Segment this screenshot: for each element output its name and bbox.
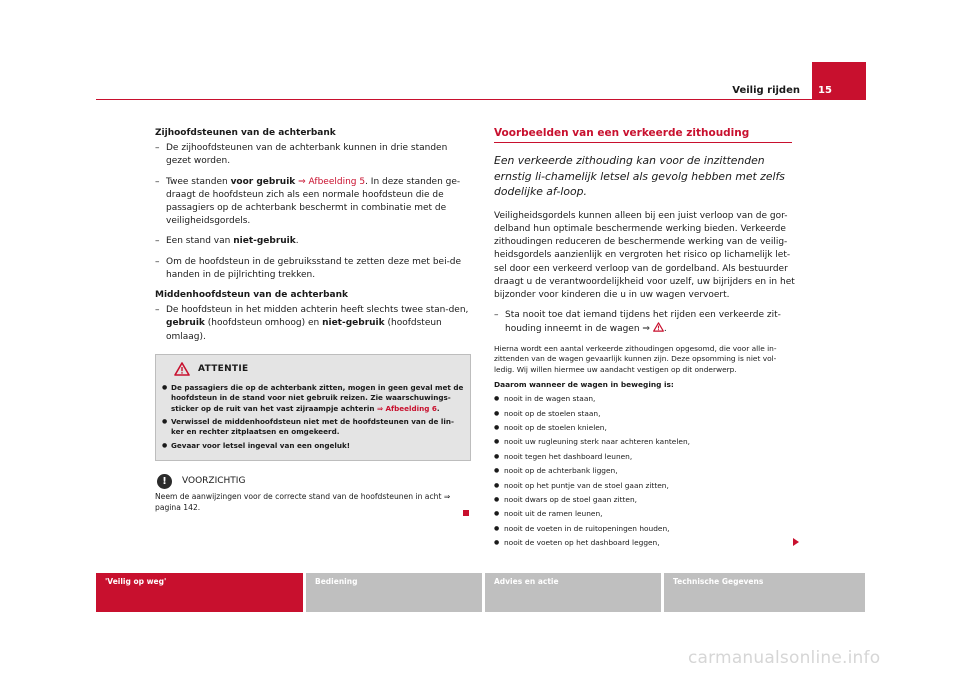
list-item: ● nooit op het puntje van de stoel gaan zitten, xyxy=(494,480,669,490)
section-rule xyxy=(494,142,792,143)
list-item: ● nooit op de stoelen staan, xyxy=(494,408,601,418)
watermark: carmanualsonline.info xyxy=(688,648,881,668)
heading-middle-headrest: Middenhoofdsteun van de achterbank xyxy=(155,290,349,301)
page-number: 15 xyxy=(818,85,832,96)
list-item: ● nooit de voeten op het dashboard leggen, xyxy=(494,538,660,548)
caution-icon: ! xyxy=(157,474,172,489)
attention-item: ● Gevaar voor letsel ingeval van een ongeluk! xyxy=(162,440,351,450)
list-item: – Om de hoofdsteun in de gebruiksstand te zetten deze met bei-de handen in de pijlrichting trekken. xyxy=(155,256,462,280)
continue-arrow-icon xyxy=(793,538,799,546)
warning-triangle-icon[interactable] xyxy=(653,322,664,332)
section-title: Voorbeelden van een verkeerde zithouding xyxy=(494,127,750,139)
figure-link[interactable]: ⇒ Afbeelding 5 xyxy=(298,176,366,187)
list-item: ● nooit dwars op de stoel gaan zitten, xyxy=(494,495,637,504)
attention-box xyxy=(155,354,471,461)
section-intro: Een verkeerde zithouding kan voor de inzittenden ernstig li-chamelijk letsel als gevolg hebben met zelfs dodelijke af-loop. xyxy=(494,154,785,199)
footer-tab-bediening[interactable]: Bediening xyxy=(306,573,482,612)
attention-item: ● De passagiers die op de achterbank zitten, mogen in geen geval met de hoofdsteun in de stand voor niet gebruik reizen. Zie waarschuwings-sticker op de ruit van het vast zijraampje achterin ⇒ Afbeelding 6. xyxy=(162,382,464,413)
list-item: ● nooit op de achterbank liggen, xyxy=(494,466,618,476)
small-paragraph: Hierna wordt een aantal verkeerde zithoudingen opgesomd, die voor alle in-zittenden van de wagen gevaarlijk kunnen zijn. Deze opsomming is niet vol-ledig. Wij willen hiermee uw aandacht vestigen op dit onderwerp. xyxy=(494,343,777,375)
heading-side-headrests: Zijhoofdsteunen van de achterbank xyxy=(155,128,336,138)
attention-header xyxy=(174,361,464,377)
note-title: VOORZICHTIG xyxy=(182,475,246,486)
header-rule xyxy=(96,99,866,100)
body-paragraph: Veiligheidsgordels kunnen alleen bij een juist verloop van de gor-delband hun optimale beschermende werking bieden. Verkeerde zithoudingen reduceren de beschermende werking van de veilig-heidsgordels aanzienlijk en vergroten het risico op lichamelijk let-sel door een verkeerd verloop van de gordelband. Als bestuurder draagt u de verantwoordelijkheid voor uzelf, uw bijrijders en in het bijzonder voor kinderen die u in uw wagen vervoert. xyxy=(494,210,795,300)
left-column xyxy=(155,127,471,514)
footer-tab-advies-en-actie[interactable]: Advies en actie xyxy=(485,573,661,612)
end-square-icon xyxy=(463,510,469,516)
list-item: ● nooit uw rugleuning sterk naar achteren kantelen, xyxy=(494,437,690,447)
list-item: – Sta nooit toe dat iemand tijdens het rijden een verkeerde zit-houding inneemt in de wagen ⇒ . xyxy=(494,310,781,335)
list-item: – Een stand van niet-gebruik. xyxy=(155,236,299,247)
list-item: – De zijhoofdsteunen van de achterbank kunnen in drie standen gezet worden. xyxy=(155,143,448,167)
list-item: ● nooit tegen het dashboard leunen, xyxy=(494,451,633,461)
footer-tab-technische-gegevens[interactable]: Technische Gegevens xyxy=(664,573,865,612)
bullet-list xyxy=(494,392,796,550)
list-item: – De hoofdsteun in het midden achterin heeft slechts twee stan-den, gebruik (hoofdsteun omhoog) en niet-gebruik (hoofdsteun omlaag). xyxy=(155,305,469,342)
list-item: ● nooit de voeten in de ruitopeningen houden, xyxy=(494,523,670,533)
list-item: ● nooit in de wagen staan, xyxy=(494,394,596,404)
small-heading: Daarom wanneer de wagen in beweging is: xyxy=(494,380,674,390)
list-item: ● nooit op de stoelen knielen, xyxy=(494,422,607,432)
note-header xyxy=(155,473,471,489)
figure-link[interactable]: ⇒ Afbeelding 6 xyxy=(376,403,437,413)
footer-tab-veilig-op-weg[interactable]: 'Veilig op weg' xyxy=(96,573,303,612)
attention-title: ATTENTIE xyxy=(198,363,249,374)
right-column xyxy=(494,127,796,551)
warning-triangle-icon xyxy=(174,362,190,376)
running-header: Veilig rijden xyxy=(732,85,800,96)
list-item: – Twee standen voor gebruik ⇒ Afbeelding 5. In deze standen ge-draagt de hoofdsteun zich als een normale hoofdsteun die de passagiers op de achterbank beschermt in combinatie met de veiligheidsgordels. xyxy=(155,176,461,227)
list-item: ● nooit uit de ramen leunen, xyxy=(494,509,603,519)
note-text: Neem de aanwijzingen voor de correcte stand van de hoofdsteunen in acht ⇒ pagina 142. xyxy=(155,492,451,513)
attention-item: ● Verwissel de middenhoofdsteun niet met de hoofdsteunen van de lin-ker en rechter zitplaatsen en omgekeerd. xyxy=(162,417,454,437)
